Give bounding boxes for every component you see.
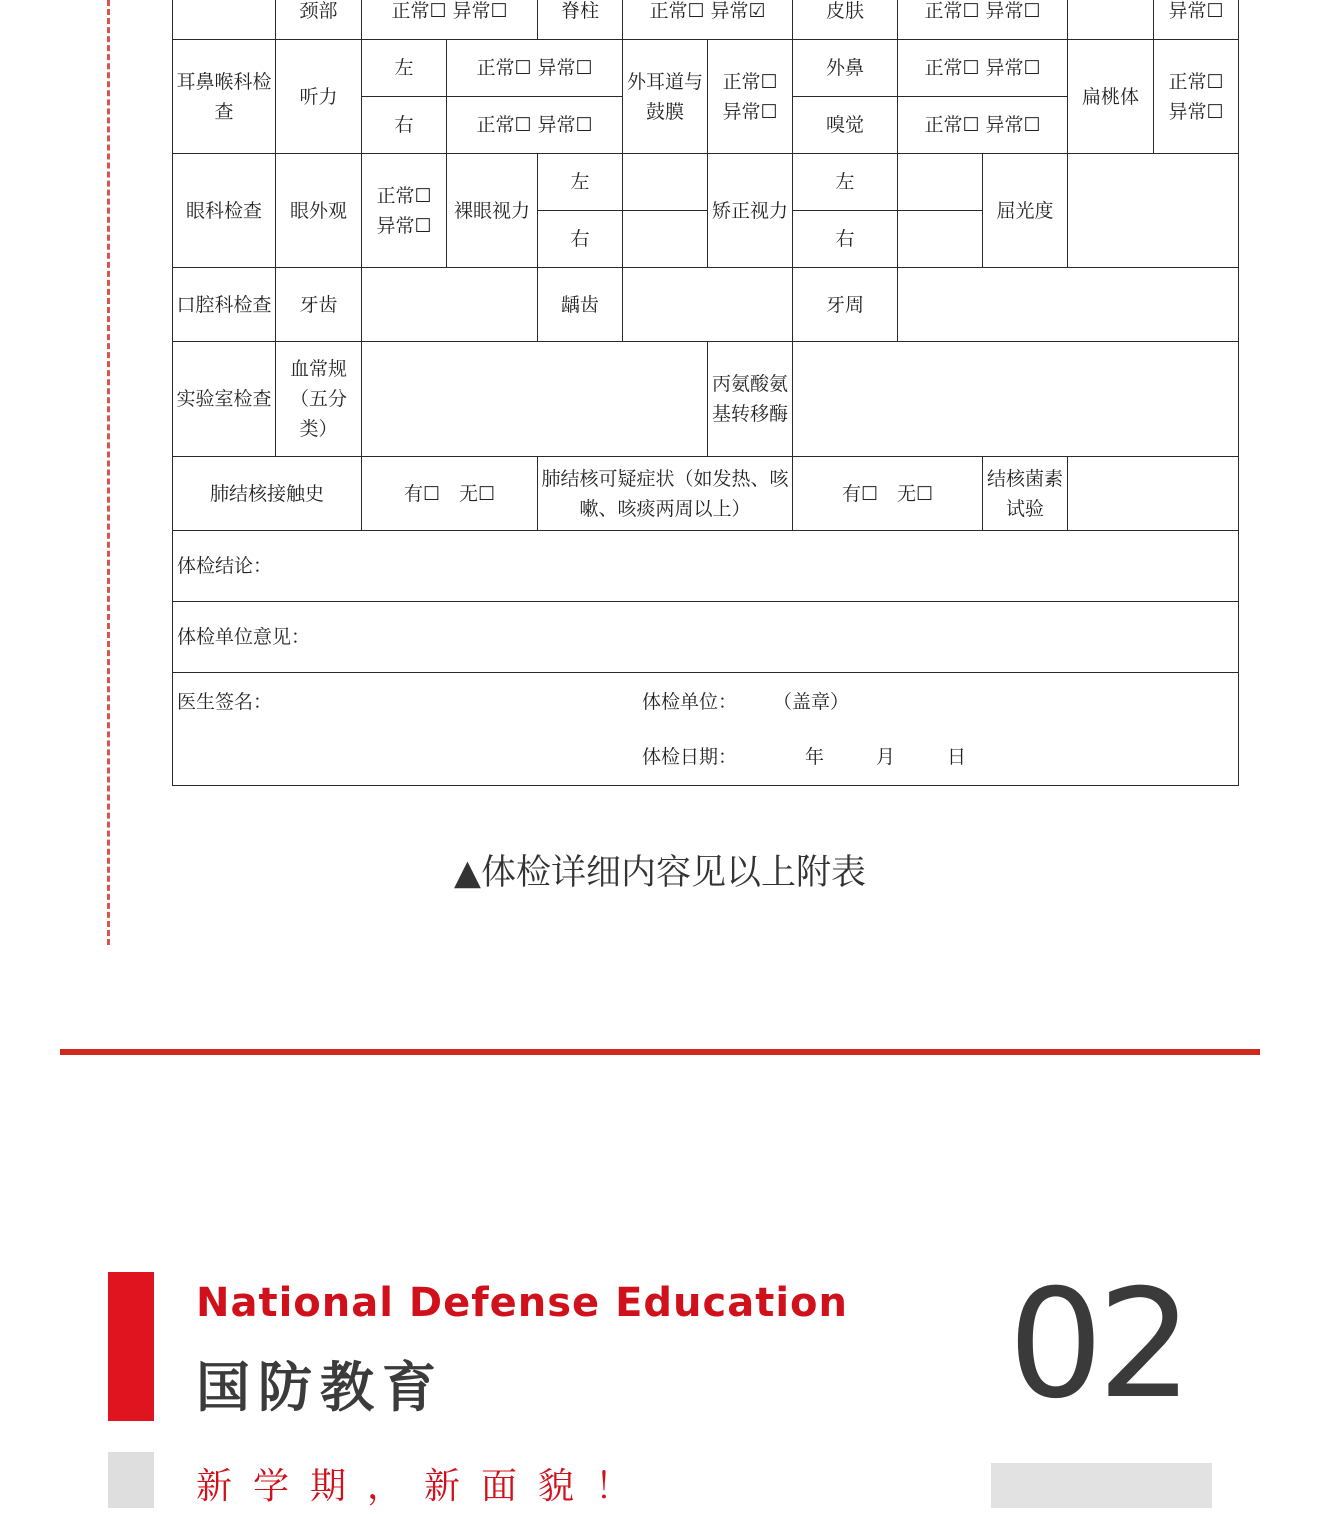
alt-value [793, 342, 1239, 457]
blood-routine-value [362, 342, 708, 457]
exam-conclusion-label: 体检结论： [173, 531, 1239, 602]
caries-value [623, 268, 793, 342]
section-number: 02 [1008, 1258, 1187, 1432]
lab-section-label: 实验室检查 [173, 342, 276, 457]
dental-section-label: 口腔科检查 [173, 268, 276, 342]
smell-label: 嗅觉 [793, 97, 898, 154]
tonsil-label: 扁桃体 [1068, 40, 1154, 154]
hearing-right-label: 右 [362, 97, 447, 154]
section-accent-bar [108, 1272, 154, 1421]
physical-exam-form [172, 0, 1239, 786]
hearing-label: 听力 [276, 40, 362, 154]
form-row-tb [173, 457, 1239, 531]
form-row-lab [173, 342, 1239, 457]
smell-status: 正常☐ 异常☐ [898, 97, 1068, 154]
form-empty-cell [1068, 0, 1154, 40]
exam-unit-label: 体检单位： [642, 691, 738, 713]
refraction-label: 屈光度 [983, 154, 1068, 268]
corrected-vision-right-label: 右 [793, 211, 898, 268]
skin-status: 正常☐ 异常☐ [898, 0, 1068, 40]
section-slogan: 新学期，新面貌！ [196, 1466, 653, 1507]
neck-label: 颈部 [276, 0, 362, 40]
neck-row-last-status: 异常☐ [1154, 0, 1239, 40]
naked-vision-right-value [623, 211, 708, 268]
corrected-vision-left-label: 左 [793, 154, 898, 211]
periodontal-label: 牙周 [793, 268, 898, 342]
tb-contact-label: 肺结核接触史 [173, 457, 362, 531]
nose-status: 正常☐ 异常☐ [898, 40, 1068, 97]
date-month-label: 月 [876, 746, 896, 768]
section-divider [60, 1049, 1260, 1055]
signature-cell [173, 673, 1239, 786]
refraction-value [1068, 154, 1239, 268]
hearing-left-label: 左 [362, 40, 447, 97]
alt-label: 丙氨酸氨基转移酶 [708, 342, 793, 457]
tb-contact-options: 有☐ 无☐ [362, 457, 538, 531]
form-row-conclusion [173, 531, 1239, 602]
form-row-dental [173, 268, 1239, 342]
date-day-label: 日 [947, 746, 967, 768]
form-row-signature [173, 673, 1239, 786]
unit-opinion-label: 体检单位意见： [173, 602, 1239, 673]
ear-canal-label: 外耳道与鼓膜 [623, 40, 708, 154]
date-year-label: 年 [805, 746, 825, 768]
form-empty-cell [173, 0, 276, 40]
hearing-right-status: 正常☐ 异常☐ [447, 97, 623, 154]
form-row-eye-left [173, 154, 1239, 211]
dashed-border-line [107, 0, 110, 945]
teeth-value [362, 268, 538, 342]
tb-skin-test-value [1068, 457, 1239, 531]
corrected-vision-label: 矫正视力 [708, 154, 793, 268]
skin-label: 皮肤 [793, 0, 898, 40]
naked-vision-left-label: 左 [538, 154, 623, 211]
spine-status: 正常☐ 异常☑ [623, 0, 793, 40]
tb-skin-test-label: 结核菌素试验 [983, 457, 1068, 531]
exam-date-label: 体检日期： [642, 746, 738, 768]
form-caption: ▲体检详细内容见以上附表 [454, 853, 866, 893]
hearing-left-status: 正常☐ 异常☐ [447, 40, 623, 97]
tb-symptoms-label: 肺结核可疑症状（如发热、咳嗽、咳痰两周以上） [538, 457, 793, 531]
caries-label: 龋齿 [538, 268, 623, 342]
naked-vision-label: 裸眼视力 [447, 154, 538, 268]
doctor-signature-label: 医生签名： [177, 691, 273, 713]
eye-section-label: 眼科检查 [173, 154, 276, 268]
tonsil-status: 正常☐ 异常☐ [1154, 40, 1239, 154]
corrected-vision-right-value [898, 211, 983, 268]
form-row-neck [173, 0, 1239, 40]
form-row-ent-left [173, 40, 1239, 97]
neck-status: 正常☐ 异常☐ [362, 0, 538, 40]
nose-label: 外鼻 [793, 40, 898, 97]
tb-symptom-options: 有☐ 无☐ [793, 457, 983, 531]
naked-vision-right-label: 右 [538, 211, 623, 268]
ent-section-label: 耳鼻喉科检查 [173, 40, 276, 154]
blood-routine-label: 血常规（五分类） [276, 342, 362, 457]
eye-appearance-label: 眼外观 [276, 154, 362, 268]
periodontal-value [898, 268, 1239, 342]
section-english-title: National Defense Education [196, 1280, 849, 1326]
corrected-vision-left-value [898, 154, 983, 211]
section-chinese-title: 国防教育 [196, 1356, 444, 1419]
spine-label: 脊柱 [538, 0, 623, 40]
naked-vision-left-value [623, 154, 708, 211]
ear-canal-status: 正常☐ 异常☐ [708, 40, 793, 154]
slogan-accent-bar [108, 1452, 154, 1508]
teeth-label: 牙齿 [276, 268, 362, 342]
eye-appearance-status: 正常☐ 异常☐ [362, 154, 447, 268]
form-row-unit-opinion [173, 602, 1239, 673]
seal-label: （盖章） [773, 691, 850, 713]
decorative-grey-block [991, 1463, 1212, 1508]
